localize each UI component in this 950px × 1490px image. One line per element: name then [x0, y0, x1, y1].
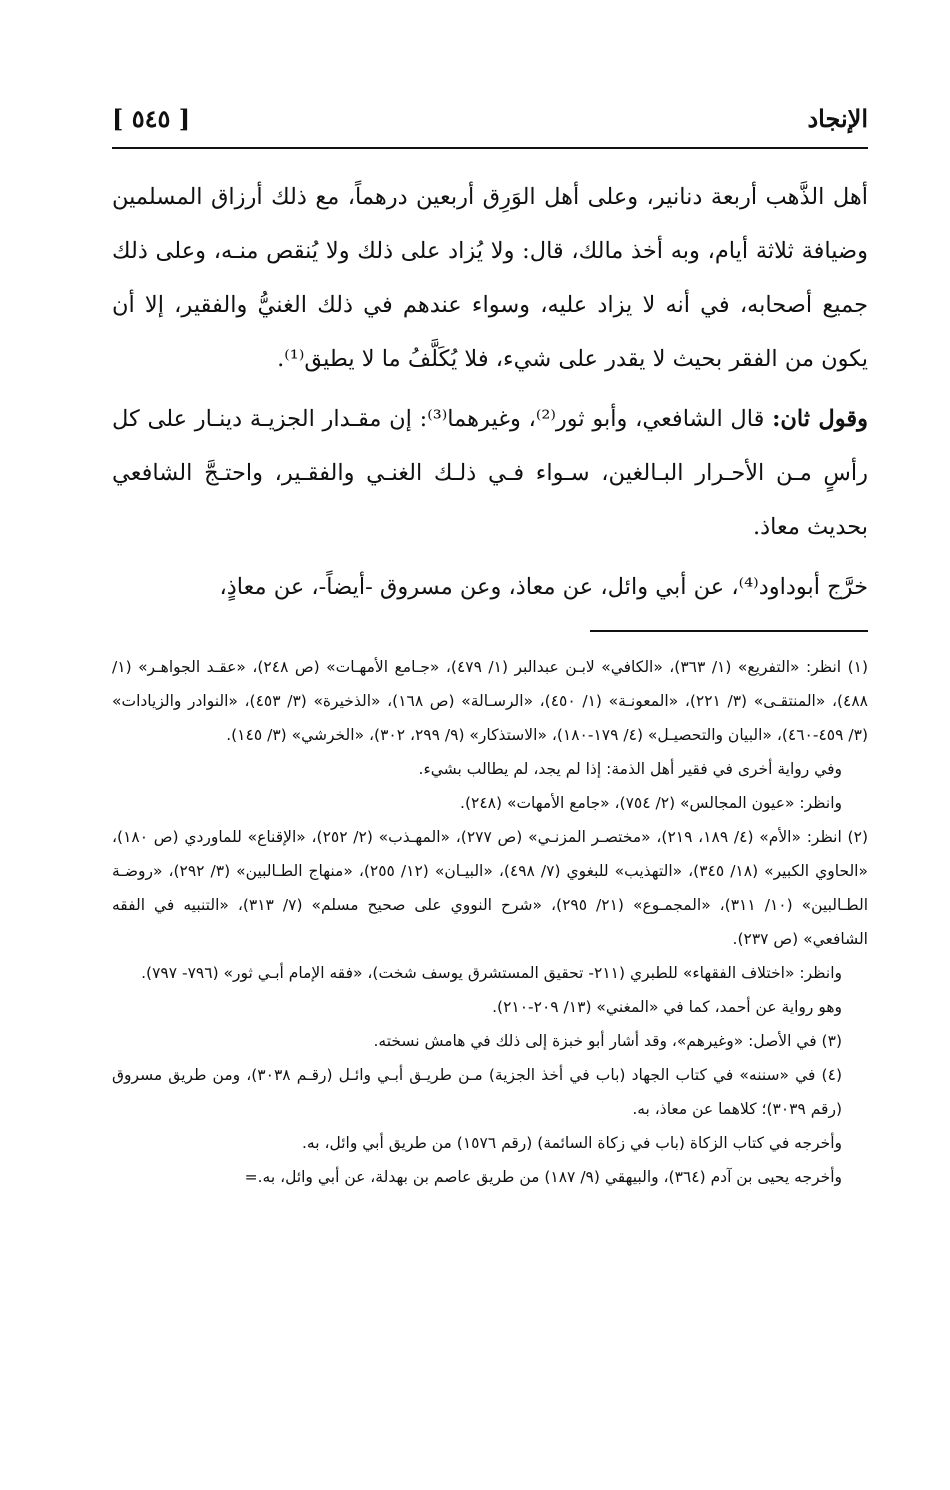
- main-paragraph-3: خرَّج أبوداود⁽⁴⁾، عن أبي وائل، عن معاذ، وعن مسروق -أيضاً-، عن معاذٍ،: [219, 574, 868, 600]
- footnote-2: (٢) انظر: «الأم» (٤/ ١٨٩، ٢١٩)، «مختصـر المزنـي» (ص ٢٧٧)، «المهـذب» (٢/ ٢٥٢)، «الإقناع» للماوردي (ص ١٨٠)، «الحاوي الكبير» (١٨/ ٣٤٥)، «التهذيب» للبغوي (٧/ ٤٩٨)، «البيـان» (١٢/ ٢٥٥)، «منهاج الطـالبين» (٣/ ٢٩٢)، «روضـة الطـالبين» (١٠/ ٣١١)، «المجمـوع» (٢١/ ٢٩٥)، «شرح النووي على صحيح مسلم» (٧/ ٣١٣)، «التنبيه في الفقه الشافعي» (ص ٢٣٧).: [112, 828, 868, 948]
- page-header: [112, 104, 868, 144]
- footnote-4-note-b: وأخرجه يحيى بن آدم (٣٦٤)، والبيهقي (٩/ ١٨٧) من طريق عاصم بن بهدلة، عن أبي وائل، به.=: [244, 1168, 842, 1186]
- footnote-1-note-b: وانظر: «عيون المجالس» (٢/ ٧٥٤)، «جامع الأمهات» (٢٤٨).: [460, 794, 842, 812]
- footnote-3: (٣) في الأصل: «وغيرهم»، وقد أشار أبو خبزة إلى ذلك في هامش نسخته.: [373, 1032, 842, 1050]
- footnote-4: (٤) في «سننه» في كتاب الجهاد (باب في أخذ الجزية) مـن طريـق أبـي وائـل (رقـم ٣٠٣٨)، ومن طريق مسروق (رقم ٣٠٣٩)؛ كلاهما عن معاذ، به.: [112, 1066, 842, 1118]
- page-number: [ ٥٤٥ ]: [112, 104, 191, 133]
- footnotes: [112, 650, 868, 1194]
- footnote-divider: [590, 630, 868, 632]
- paragraph-body: قال الشافعي، وأبو ثور⁽²⁾، وغيرهما⁽³⁾: إن مقـدار الجزيـة دينـار على كل رأسٍ مـن الأحـرار البـالغين، سـواء فـي ذلـك الغنـي والفقـير، واحتـجَّ الشافعي بحديث معاذ.: [112, 406, 868, 540]
- footnote-2-note-b: وهو رواية عن أحمد، كما في «المغني» (١٣/ ٢٠٩-٢١٠).: [492, 998, 842, 1016]
- main-paragraph-1: أهل الذَّهب أربعة دنانير، وعلى أهل الوَرِق أربعين درهماً، مع ذلك أرزاق المسلمين وضيافة ثلاثة أيام، وبه أخذ مالك، قال: ولا يُزاد على ذلك ولا يُنقص منـه، وعلى ذلك جميع أصحابه، في أنه لا يزاد عليه، وسواء عندهم في ذلك الغنيُّ والفقير، إلا أن يكون من الفقر بحيث لا يقدر على شيء، فلا يُكَلَّفُ ما لا يطيق⁽¹⁾.: [112, 184, 868, 372]
- footnote-1: (١) انظر: «التفريع» (١/ ٣٦٣)، «الكافي» لابـن عبدالبر (١/ ٤٧٩)، «جـامع الأمهـات» (ص ٢٤٨)، «عقـد الجواهـر» (١/ ٤٨٨)، «المنتقـى» (٣/ ٢٢١)، «المعونـة» (١/ ٤٥٠)، «الرسـالة» (ص ١٦٨)، «الذخيرة» (٣/ ٤٥٣)، «النوادر والزيادات» (٣/ ٤٥٩-٤٦٠)، «البيان والتحصيـل» (٤/ ١٧٩-١٨٠)، «الاستذكار» (٩/ ٢٩٩، ٣٠٢)، «الخرشي» (٣/ ١٤٥).: [112, 658, 869, 744]
- footnote-4-note-a: وأخرجه في كتاب الزكاة (باب في زكاة السائمة) (رقم ١٥٧٦) من طريق أبي وائل، به.: [301, 1134, 842, 1152]
- footnote-2-note-a: وانظر: «اختلاف الفقهاء» للطبري (٢١١- تحقيق المستشرق يوسف شخت)، «فقه الإمام أبـي ثور» (٧٩٦- ٧٩٧).: [141, 964, 842, 982]
- running-title: الإنجاد: [807, 104, 868, 133]
- paragraph-lead: وقول ثان:: [772, 406, 868, 432]
- footnote-1-note-a: وفي رواية أخرى في فقير أهل الذمة: إذا لم يجد، لم يطالب بشيء.: [418, 760, 842, 778]
- header-divider: [112, 147, 868, 149]
- main-paragraph-2: [112, 392, 868, 554]
- main-text: [112, 170, 868, 620]
